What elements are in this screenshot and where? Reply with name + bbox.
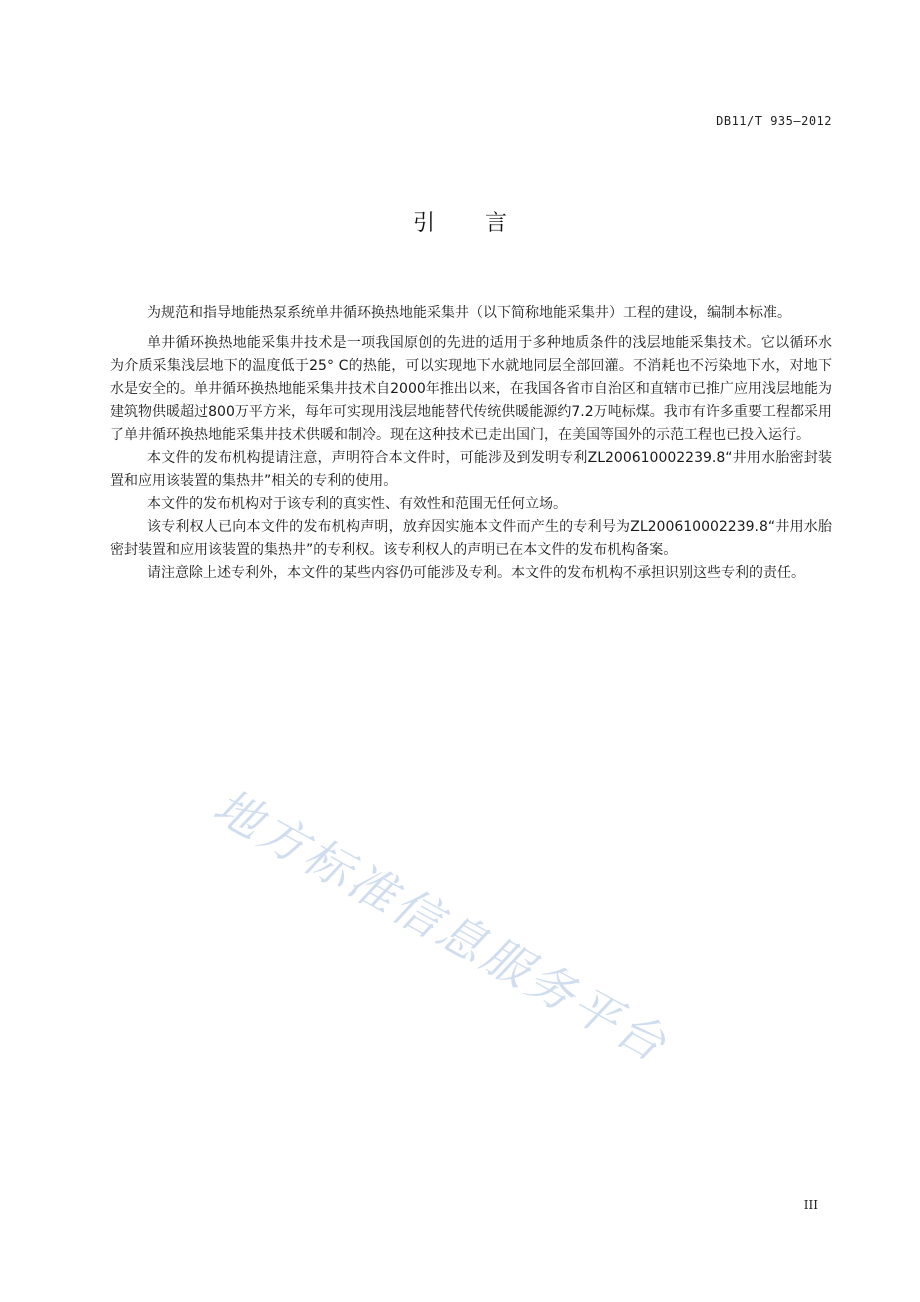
document-code: DB11/T 935—2012 <box>716 114 832 128</box>
watermark-text: 地方标准信息服务平台 <box>204 778 678 1075</box>
paragraph-other-patents: 请注意除上述专利外，本文件的某些内容仍可能涉及专利。本文件的发布机构不承担识别这些专利的责任。 <box>147 565 805 581</box>
paragraph-patent-waiver: 该专利权人已向本文件的发布机构声明，放弃因实施本文件而产生的专利号为ZL200610002239.8“井用水胎密封装置和应用该装置的集热井”的专利权。该专利权人的声明已在本文件的发布机构备案。 <box>110 519 832 558</box>
section-title: 引言 <box>412 211 557 236</box>
introduction-body <box>110 296 832 585</box>
paragraph-patent-position: 本文件的发布机构对于该专利的真实性、有效性和范围无任何立场。 <box>147 496 567 512</box>
paragraph-technology: 单井循环换热地能采集井技术是一项我国原创的先进的适用于多种地质条件的浅层地能采集技术。它以循环水为介质采集浅层地下的温度低于25° C的热能，可以实现地下水就地同层全部回灌。不消耗也不污染地下水，对地下水是安全的。单井循环换热地能采集井技术自2000年推出以来，在我国各省市自治区和直辖市已推广应用浅层地能为建筑物供暖超过800万平方米，每年可实现用浅层地能替代传统供暖能源约7.2万吨标煤。我市有许多重要工程都采用了单井循环换热地能采集井技术供暖和制冷。现在这种技术已走出国门，在美国等国外的示范工程也已投入运行。 <box>110 335 832 443</box>
paragraph-purpose: 为规范和指导地能热泵系统单井循环换热地能采集井（以下简称地能采集井）工程的建设，编制本标准。 <box>147 305 791 321</box>
page-number: III <box>803 1198 818 1212</box>
paragraph-patent-notice: 本文件的发布机构提请注意，声明符合本文件时，可能涉及到发明专利ZL200610002239.8“井用水胎密封装置和应用该装置的集热井”相关的专利的使用。 <box>110 450 832 489</box>
